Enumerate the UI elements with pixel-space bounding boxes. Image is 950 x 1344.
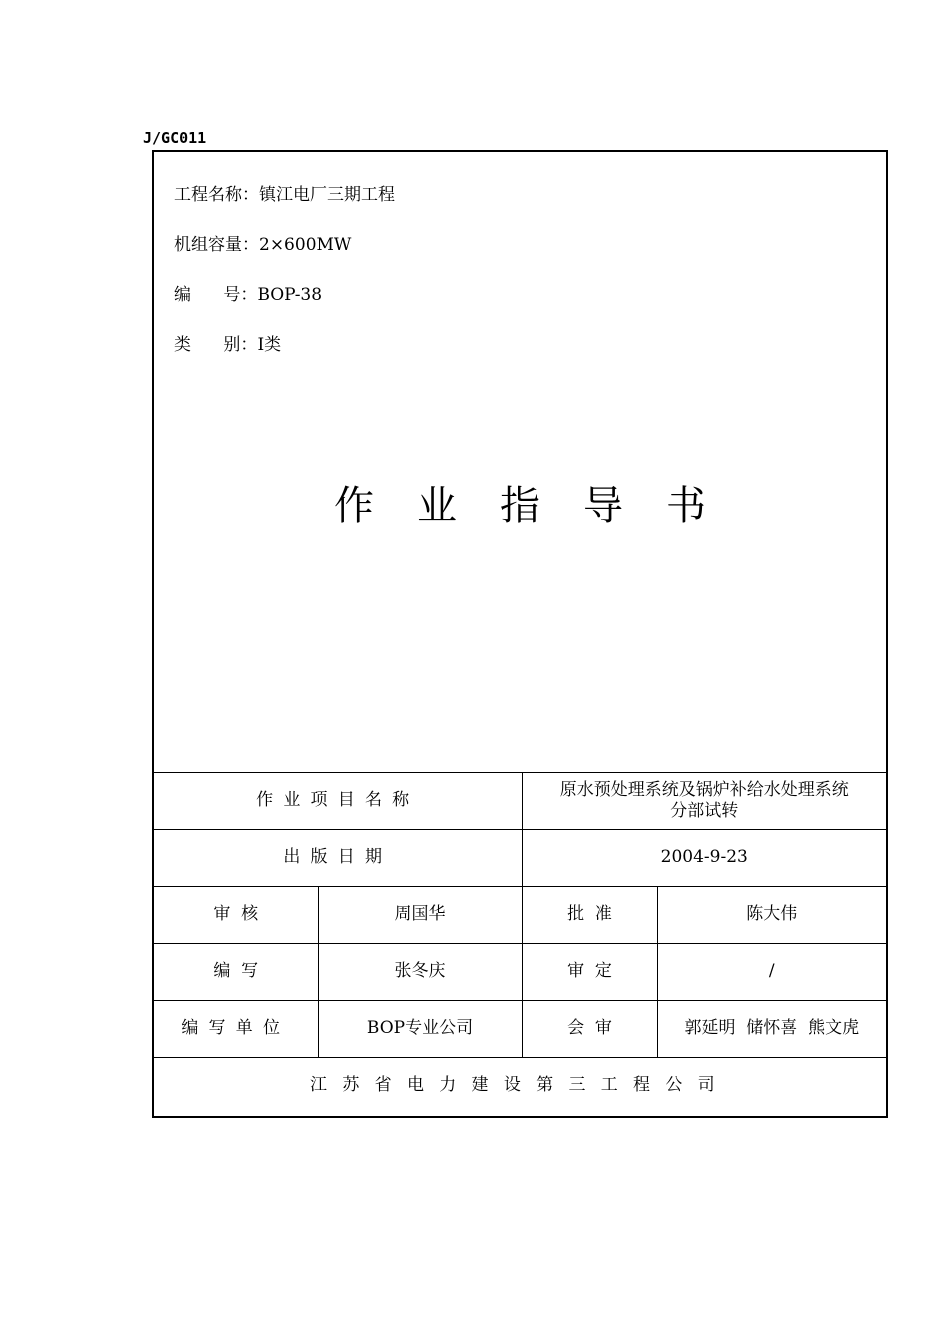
document-title: [154, 474, 886, 534]
title-char: 指: [500, 483, 540, 529]
project-name-label: 工程名称：: [174, 185, 259, 205]
confirm-value: /: [657, 944, 886, 1001]
approval-table: [154, 772, 886, 1114]
title-char: 业: [417, 483, 457, 529]
table-row: [154, 1001, 886, 1058]
table-row: [154, 830, 886, 887]
number-value: BOP-38: [257, 285, 323, 305]
table-row: [154, 1058, 886, 1115]
title-char: 书: [666, 483, 706, 529]
approve-value: 陈大伟: [657, 887, 886, 944]
work-item-label: 作业项目名称: [154, 773, 522, 830]
category-value: Ⅰ类: [257, 335, 282, 355]
joint-review-value: 郭延明 储怀喜 熊文虎: [657, 1001, 886, 1058]
table-row: [154, 944, 886, 1001]
work-item-value: 原水预处理系统及锅炉补给水处理系统 分部试转: [522, 773, 886, 830]
review-value: 周国华: [318, 887, 522, 944]
category-line: [174, 330, 281, 355]
author-unit-value: BOP专业公司: [318, 1001, 522, 1058]
document-code: J/GC011: [143, 129, 207, 147]
capacity-line: [174, 230, 351, 255]
author-value: 张冬庆: [318, 944, 522, 1001]
cover-frame: [152, 150, 888, 1118]
project-name-value: 镇江电厂三期工程: [259, 185, 395, 205]
number-label: 编 号：: [174, 285, 258, 305]
title-char: 作: [334, 483, 374, 529]
author-unit-label: 编写单位: [154, 1001, 318, 1058]
approve-label: 批 准: [522, 887, 657, 944]
joint-review-label: 会 审: [522, 1001, 657, 1058]
publish-date-label: 出版日期: [154, 830, 522, 887]
capacity-value: 2×600MW: [259, 235, 352, 255]
number-line: [174, 280, 322, 305]
project-name-line: [174, 180, 395, 205]
table-row: [154, 773, 886, 830]
table-row: [154, 887, 886, 944]
title-char: 导: [583, 483, 623, 529]
company-name: 江苏省电力建设第三工程公司: [154, 1058, 886, 1115]
confirm-label: 审 定: [522, 944, 657, 1001]
review-label: 审 核: [154, 887, 318, 944]
author-label: 编 写: [154, 944, 318, 1001]
publish-date-value: 2004-9-23: [522, 830, 886, 887]
capacity-label: 机组容量：: [174, 235, 259, 255]
category-label: 类 别：: [174, 335, 258, 355]
